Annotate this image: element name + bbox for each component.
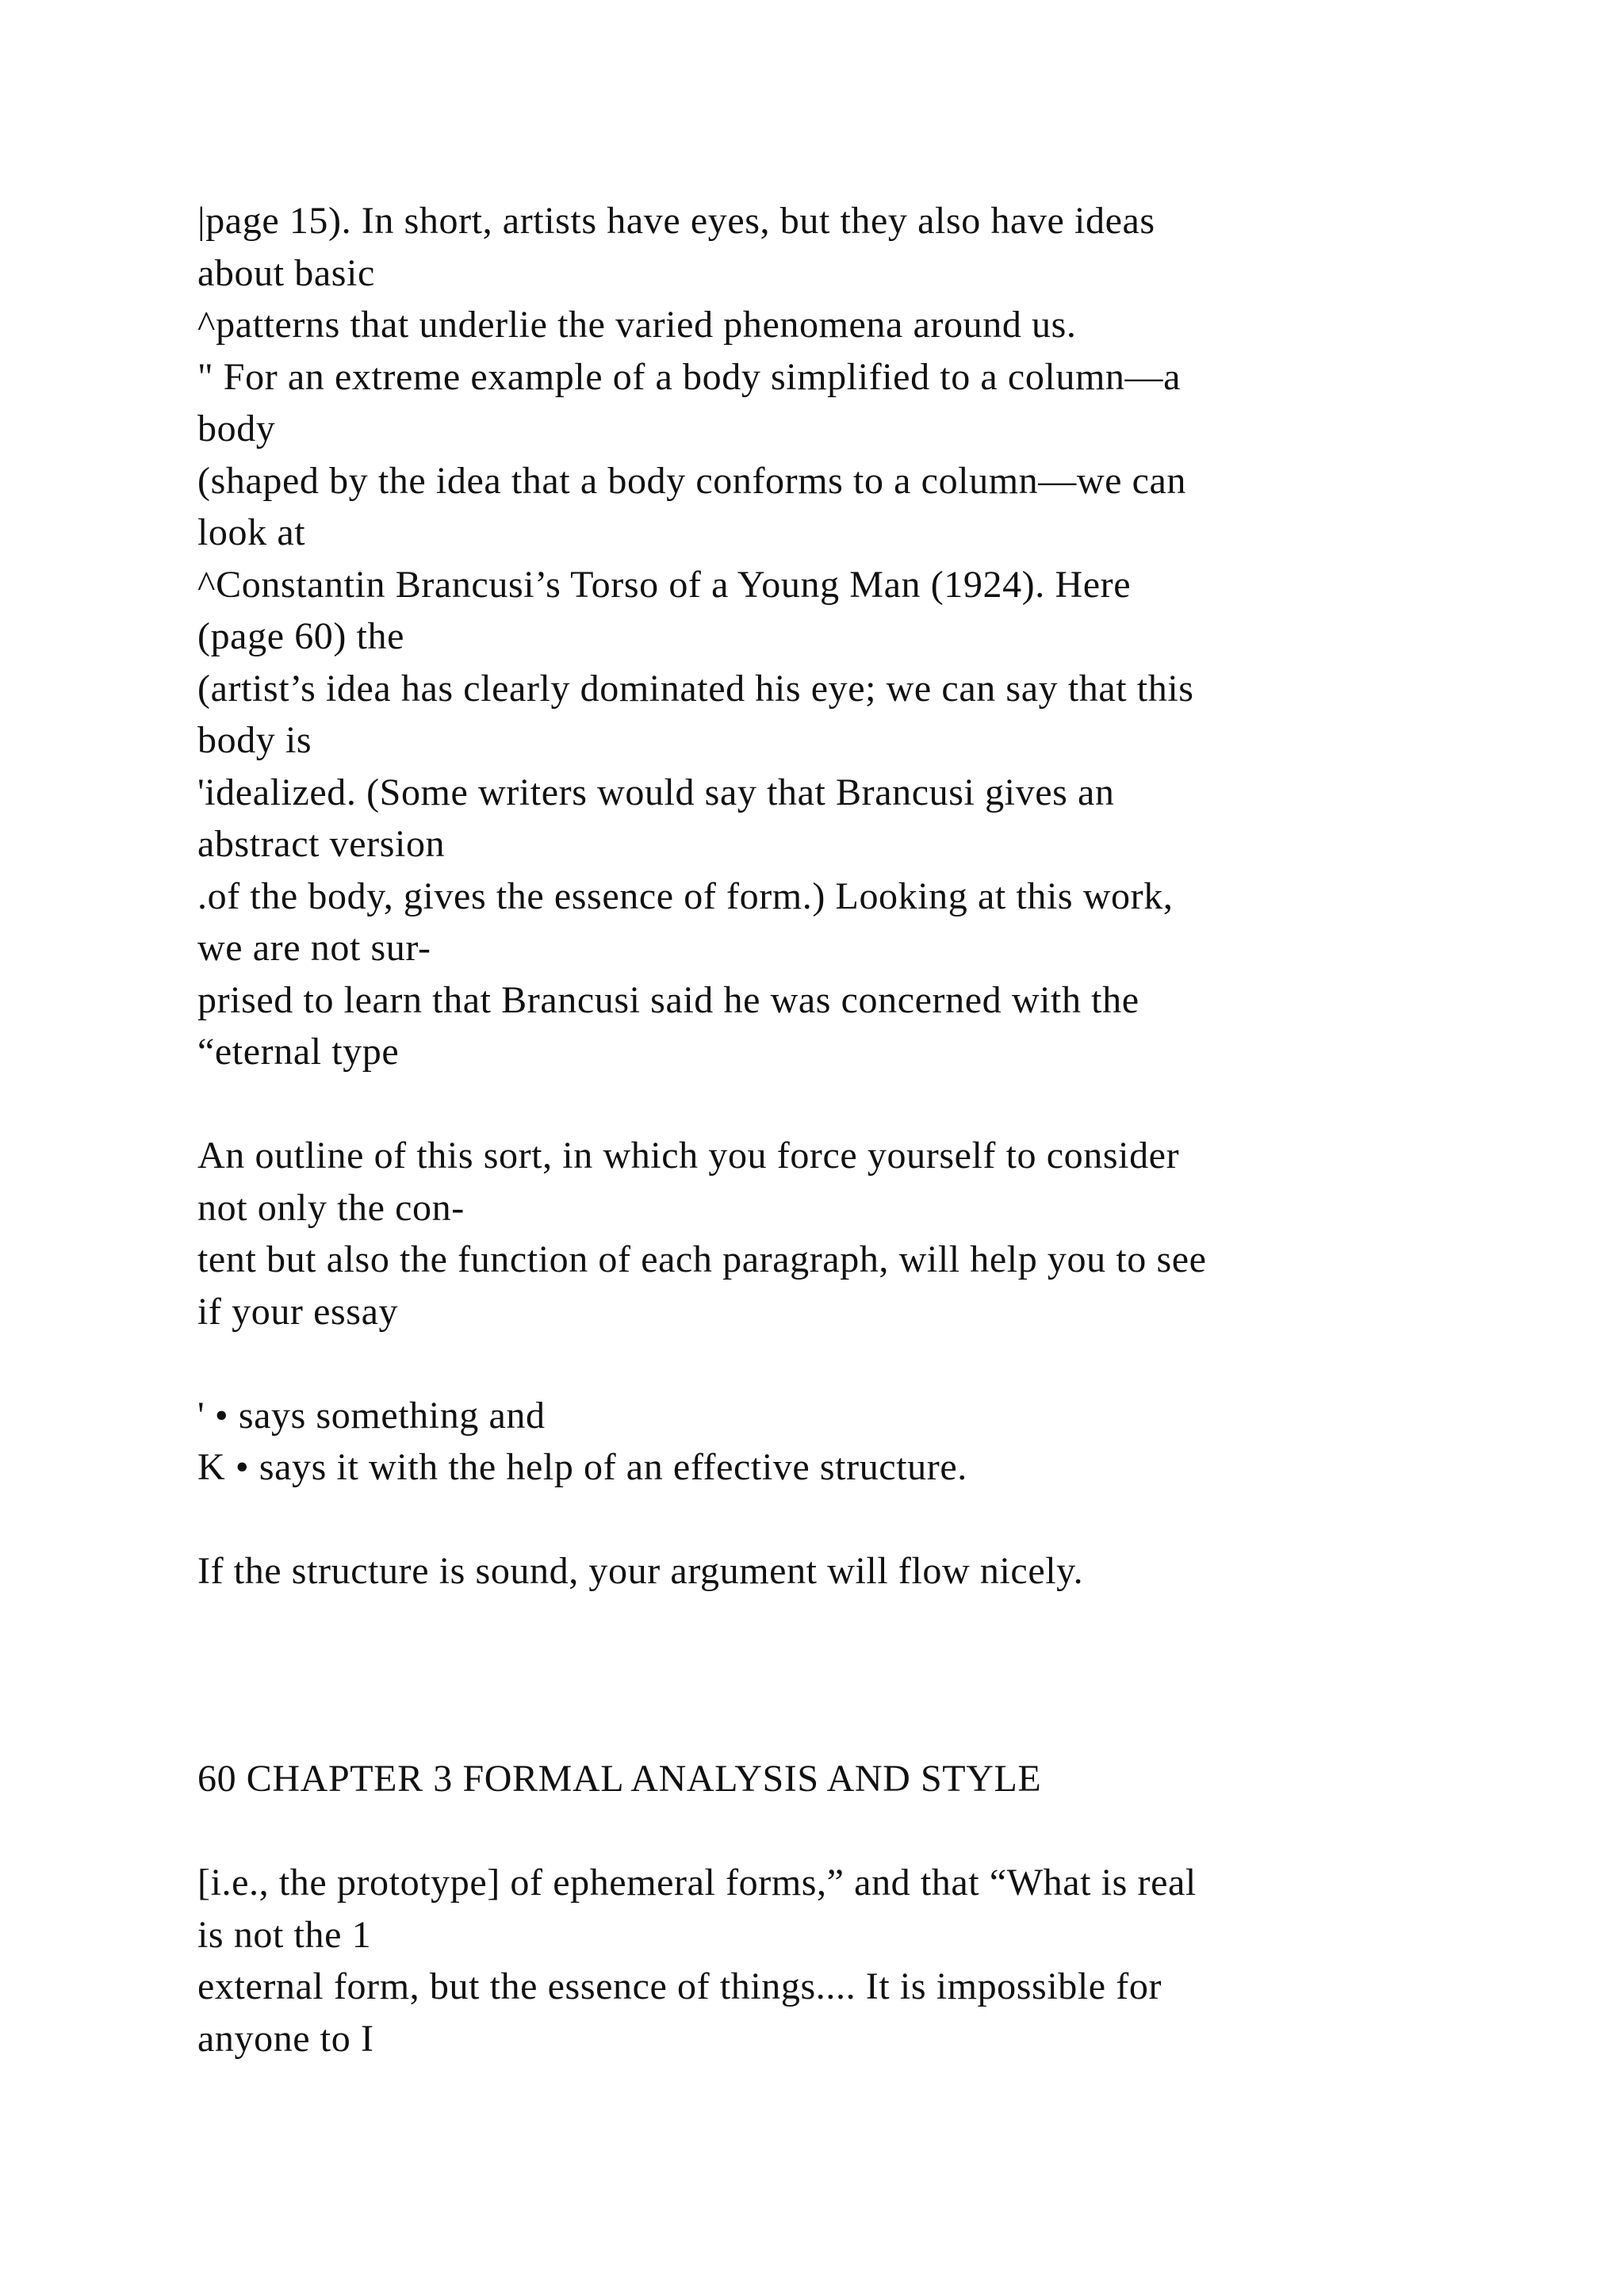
text-line: external form, but the essence of things.... It is impossible for (197, 1965, 1162, 2007)
paragraph-gap (197, 1805, 1545, 1858)
text-line: anyone to I (197, 2017, 374, 2060)
text-line: tent but also the function of each paragraph, will help you to see (197, 1238, 1207, 1280)
text-line: .of the body, gives the essence of form.) Looking at this work, (197, 874, 1174, 917)
text-line: |page 15). In short, artists have eyes, but they also have ideas (197, 200, 1155, 242)
text-line: abstract version (197, 823, 446, 865)
text-line: (shaped by the idea that a body conforms to a column—we can (197, 459, 1187, 502)
text-line: 'idealized. (Some writers would say that Brancusi gives an (197, 771, 1115, 813)
text-line: if your essay (197, 1290, 399, 1333)
text-line: (artist’s idea has clearly dominated his eye; we can say that this (197, 667, 1194, 710)
paragraph-gap (197, 1494, 1545, 1546)
paragraph-structure (197, 1545, 1545, 1598)
paragraph-gap (197, 1337, 1545, 1390)
text-line: If the structure is sound, your argument will flow nicely. (197, 1550, 1084, 1592)
document-text (197, 195, 1545, 2064)
text-line: ^patterns that underlie the varied phenomena around us. (197, 304, 1077, 346)
page-break-gap (197, 1598, 1545, 1754)
text-line: look at (197, 511, 306, 553)
paragraph-outline (197, 1130, 1545, 1337)
text-line: prised to learn that Brancusi said he was concerned with the (197, 978, 1139, 1021)
text-line: [i.e., the prototype] of ephemeral forms,” and that “What is real (197, 1862, 1197, 1904)
list-item: K • says it with the help of an effective structure. (197, 1446, 967, 1488)
text-line: " For an extreme example of a body simplified to a column—a (197, 355, 1181, 398)
text-line: ^Constantin Brancusi’s Torso of a Young Man (1924). Here (197, 563, 1132, 606)
text-line: “eternal type (197, 1031, 400, 1073)
running-head-text: 60 CHAPTER 3 FORMAL ANALYSIS AND STYLE (197, 1758, 1042, 1800)
text-line: about basic (197, 251, 375, 294)
running-head (197, 1753, 1545, 1805)
list-item: ' • says something and (197, 1394, 546, 1437)
text-line: not only the con- (197, 1186, 465, 1229)
text-line: body is (197, 719, 312, 761)
paragraph-prototype (197, 1857, 1545, 2064)
text-line: An outline of this sort, in which you force yourself to consider (197, 1135, 1180, 1177)
bullet-list (197, 1390, 1545, 1494)
text-line: body (197, 408, 276, 450)
text-line: we are not sur- (197, 927, 431, 969)
text-line: (page 60) the (197, 615, 405, 657)
paragraph-gap (197, 1078, 1545, 1131)
paragraph-brancusi-torso (197, 195, 1545, 1078)
text-line: is not the 1 (197, 1913, 372, 1956)
